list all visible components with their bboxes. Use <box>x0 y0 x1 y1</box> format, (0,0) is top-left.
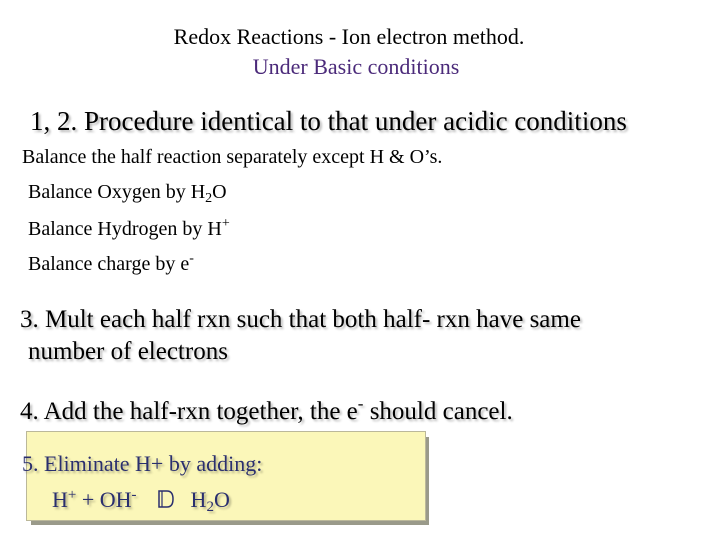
substep-balance-oxygen-text: Balance Oxygen by H <box>28 181 206 203</box>
slide-title: Redox Reactions - Ion electron method. <box>173 24 525 49</box>
substep-balance-half-reaction: Balance the half reaction separately except H & O’s. <box>22 146 443 168</box>
reaction-arrow-icon <box>157 489 175 509</box>
slide-subtitle: Under Basic conditions <box>252 54 460 79</box>
superscript-minus: - <box>189 251 194 266</box>
substep-balance-charge <box>28 251 194 276</box>
hydroxide-ion: + OH <box>76 487 132 512</box>
step-5-title: 5. Eliminate H+ by adding: <box>22 451 263 476</box>
neutralization-equation <box>52 487 230 516</box>
electron-superscript: - <box>357 394 364 413</box>
oxygen-symbol: O <box>212 181 227 203</box>
step-4 <box>20 394 513 426</box>
step-3-line-1: 3. Mult each half rxn such that both half- rxn have same <box>20 306 581 333</box>
step-1-2: 1, 2. Procedure identical to that under acidic conditions <box>30 106 627 136</box>
superscript-plus: + <box>221 216 230 231</box>
step-4-text-end: should cancel. <box>363 398 513 425</box>
substep-balance-oxygen <box>28 181 227 207</box>
water-subscript: 2 <box>206 499 214 515</box>
substep-balance-hydrogen-text: Balance Hydrogen by H <box>28 218 222 240</box>
water-formula: H <box>190 487 207 512</box>
hydrogen-charge: + <box>67 487 77 503</box>
step-3-line-2: number of electrons <box>28 338 228 365</box>
step-4-text: 4. Add the half-rxn together, the e <box>20 398 358 425</box>
subscript-2: 2 <box>205 191 213 206</box>
water-formula-end: O <box>213 487 230 512</box>
substep-balance-hydrogen <box>28 216 230 241</box>
hydrogen-ion: H <box>52 487 68 512</box>
hydroxide-charge: - <box>131 487 137 503</box>
substep-balance-charge-text: Balance charge by e <box>28 253 190 275</box>
